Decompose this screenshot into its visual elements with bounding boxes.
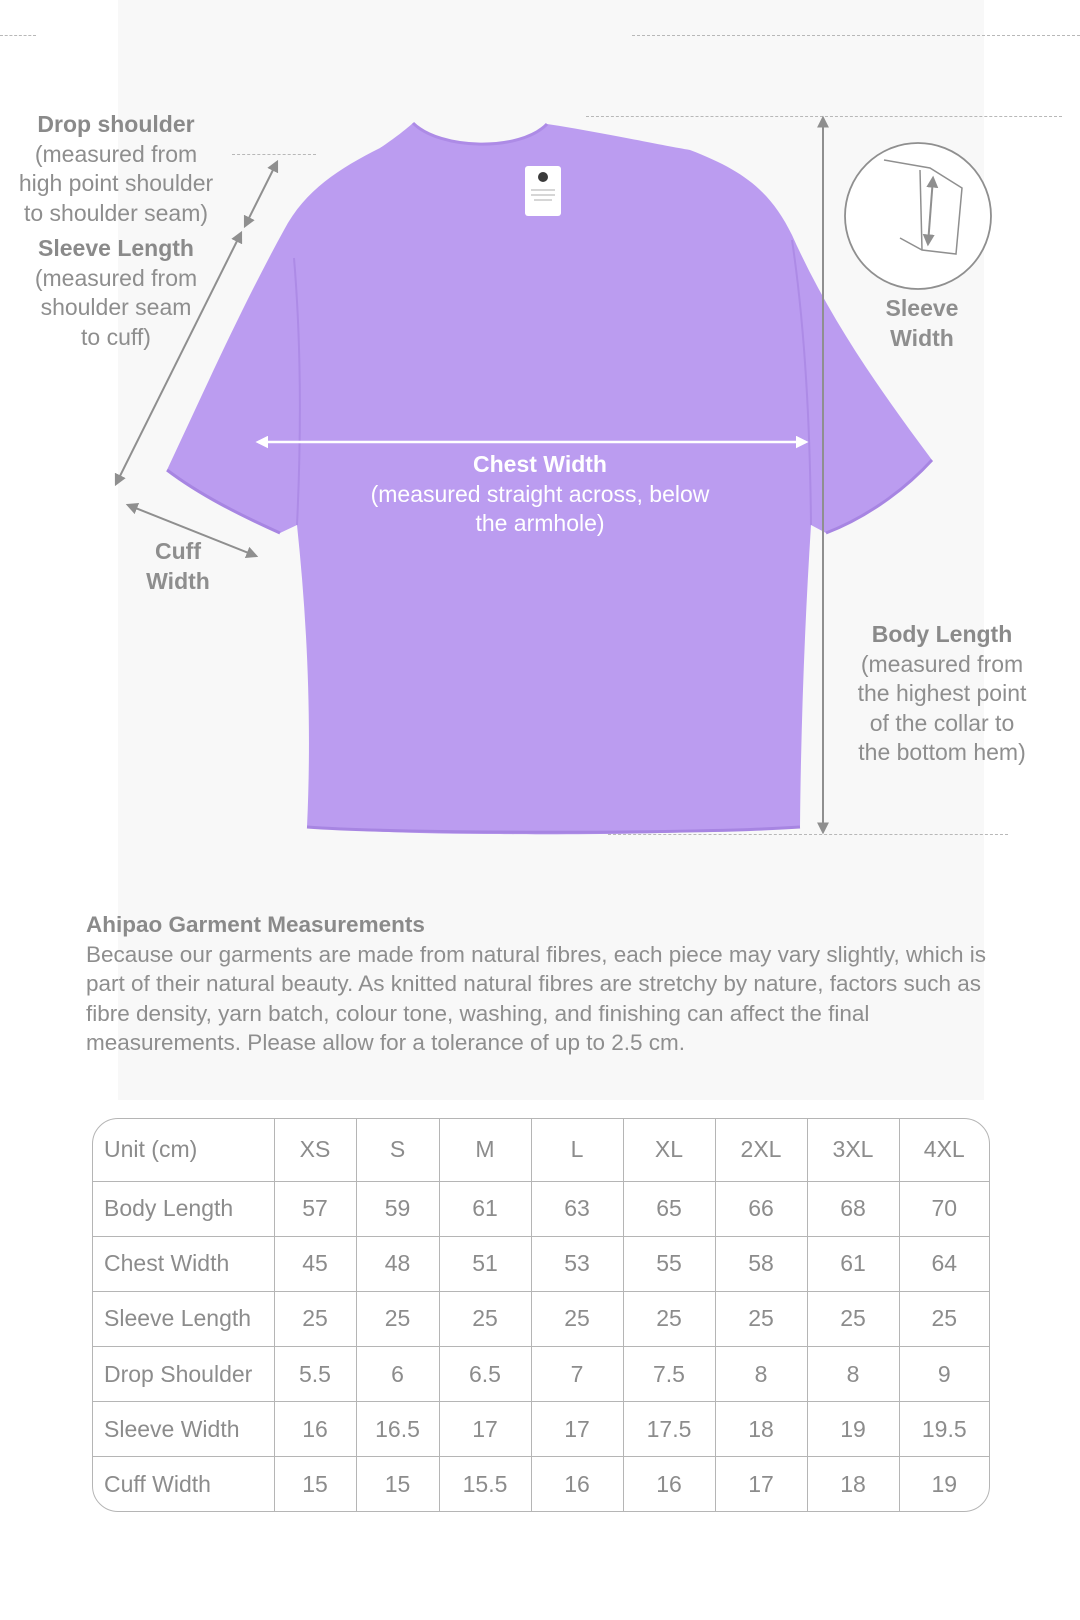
table-row-label: Chest Width [93, 1236, 274, 1291]
sleeve-width-line: Width [890, 324, 954, 351]
table-cell: 58 [715, 1236, 807, 1291]
sleeve-width-inset [845, 143, 991, 289]
table-cell: 5.5 [274, 1346, 356, 1401]
table-row-label: Body Length [93, 1181, 274, 1236]
table-cell: 17.5 [623, 1402, 715, 1457]
table-cell: 65 [623, 1181, 715, 1236]
sleeve-length-title: Sleeve Length [38, 235, 194, 261]
chest-width-line: the armhole) [475, 510, 605, 536]
chest-width-title: Chest Width [473, 451, 607, 477]
size-chart [93, 1119, 989, 1511]
table-row [93, 1236, 989, 1291]
table-header-cell: L [531, 1119, 623, 1181]
table-cell: 51 [439, 1236, 531, 1291]
drop-shoulder-line: high point shoulder [18, 170, 214, 196]
table-cell: 59 [356, 1181, 439, 1236]
table-row [93, 1457, 989, 1511]
intro-body: Because our garments are made from natural fibres, each piece may vary slightly, which is part of their natural beauty. As knitted natural fibres are stretchy by nature, factors such as fibre density, yarn batch, colour tone, washing, and finishing can affect the final measurements. Please allow for a tolerance of up to 2.5 cm. [86, 941, 986, 1055]
table-header-cell: XS [274, 1119, 356, 1181]
table-cell: 17 [715, 1457, 807, 1511]
table-cell: 16 [274, 1402, 356, 1457]
chest-width-line: (measured straight across, below [370, 480, 710, 507]
cuff-width-label [118, 537, 238, 596]
table-cell: 25 [623, 1291, 715, 1346]
table-header-cell: 3XL [807, 1119, 899, 1181]
table-cell: 16.5 [356, 1402, 439, 1457]
table-cell: 25 [439, 1291, 531, 1346]
table-header-cell: 4XL [899, 1119, 989, 1181]
table-cell: 7.5 [623, 1346, 715, 1401]
table-cell: 7 [531, 1346, 623, 1401]
table-cell: 15 [356, 1457, 439, 1511]
sleeve-length-line: shoulder seam [40, 294, 192, 320]
table-cell: 70 [899, 1181, 989, 1236]
table-cell: 53 [531, 1236, 623, 1291]
table-cell: 55 [623, 1236, 715, 1291]
table-header-row [93, 1119, 989, 1181]
table-cell: 64 [899, 1236, 989, 1291]
table-header-cell: M [439, 1119, 531, 1181]
table-header-cell: 2XL [715, 1119, 807, 1181]
sleeve-length-line: (measured from [34, 264, 198, 291]
body-length-line: the highest point [857, 680, 1027, 706]
table-cell: 19 [931, 1470, 958, 1497]
table-cell: 25 [899, 1291, 989, 1346]
table-cell: 19 [807, 1402, 899, 1457]
drop-shoulder-arrow [245, 162, 277, 226]
table-row [93, 1402, 989, 1457]
body-length-line: of the collar to [869, 709, 1015, 736]
drop-shoulder-label [0, 110, 232, 228]
table-cell: 15.5 [439, 1457, 531, 1511]
table-cell: 15 [274, 1457, 356, 1511]
size-chart-table [92, 1118, 990, 1512]
cuff-width-line: Width [146, 567, 210, 594]
table-cell: 18 [715, 1402, 807, 1457]
table-cell: 25 [715, 1291, 807, 1346]
table-cell: 8 [715, 1346, 807, 1401]
table-row [93, 1291, 989, 1346]
body-length-label [832, 620, 1052, 768]
table-cell: 61 [439, 1181, 531, 1236]
body-length-line: the bottom hem) [858, 739, 1026, 765]
sleeve-length-line: to cuff) [81, 323, 151, 350]
table-cell: 45 [274, 1236, 356, 1291]
table-row-label: Cuff Width [93, 1457, 274, 1511]
drop-shoulder-title: Drop shoulder [37, 111, 195, 137]
table-row-label: Sleeve Length [93, 1291, 274, 1346]
table-row-label: Drop Shoulder [93, 1346, 274, 1401]
table-cell: 6.5 [439, 1346, 531, 1401]
drop-shoulder-line: to shoulder seam) [23, 199, 209, 226]
table-cell: 19.5 [899, 1402, 989, 1457]
table-header-cell: Unit (cm) [93, 1119, 274, 1181]
table-cell: 8 [807, 1346, 899, 1401]
table-cell: 9 [899, 1346, 989, 1401]
table-cell: 16 [531, 1457, 623, 1511]
body-length-title: Body Length [871, 621, 1013, 647]
table-cell: 57 [274, 1181, 356, 1236]
table-row [93, 1181, 989, 1236]
table-row [93, 1346, 989, 1401]
table-cell: 6 [356, 1346, 439, 1401]
table-cell: 25 [356, 1291, 439, 1346]
table-cell: 25 [274, 1291, 356, 1346]
table-cell: 66 [715, 1181, 807, 1236]
drop-shoulder-line: (measured from [34, 140, 198, 167]
sleeve-width-line: Sleeve [885, 295, 959, 321]
sleeve-width-label [862, 294, 982, 353]
cuff-width-line: Cuff [155, 538, 201, 564]
table-cell: 68 [807, 1181, 899, 1236]
table-cell: 17 [531, 1402, 623, 1457]
table-cell: 61 [807, 1236, 899, 1291]
measurements-intro [86, 910, 1006, 1058]
body-length-line: (measured from [860, 650, 1024, 677]
table-cell: 18 [807, 1457, 899, 1511]
table-cell: 16 [623, 1457, 715, 1511]
table-cell: 48 [356, 1236, 439, 1291]
chest-width-label [330, 450, 750, 539]
intro-title: Ahipao Garment Measurements [86, 912, 425, 937]
table-cell: 25 [807, 1291, 899, 1346]
table-cell: 63 [531, 1181, 623, 1236]
table-header-cell: S [356, 1119, 439, 1181]
table-header-cell: XL [623, 1119, 715, 1181]
sleeve-length-label [0, 234, 232, 352]
table-cell: 17 [439, 1402, 531, 1457]
table-cell: 25 [531, 1291, 623, 1346]
table-row-label: Sleeve Width [93, 1402, 274, 1457]
neck-label-tag [525, 166, 561, 216]
